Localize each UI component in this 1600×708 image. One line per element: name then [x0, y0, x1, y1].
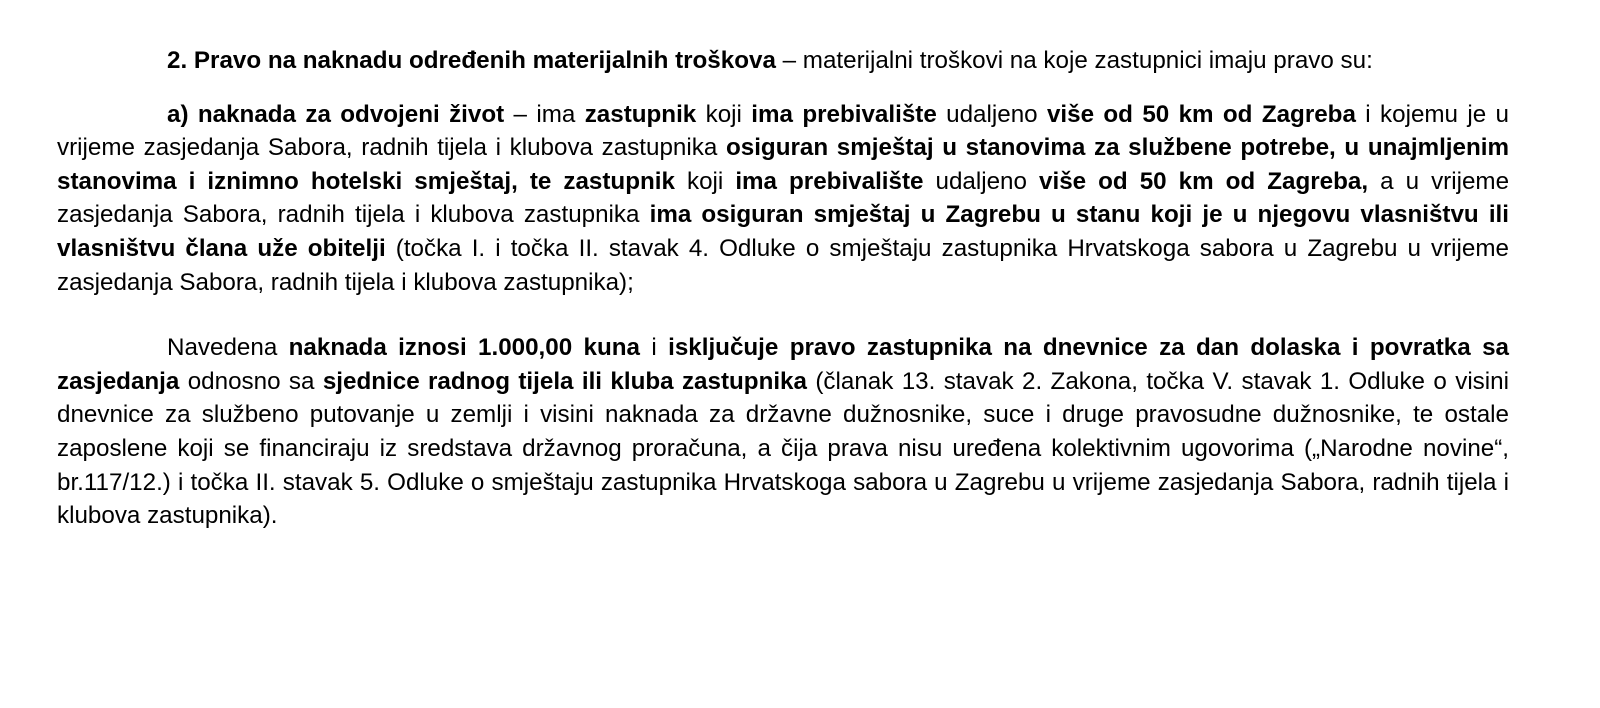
- bold-run: ima osiguran smještaj u Zagrebu u stanu koji je u njegovu vlasništvu ili vlasništvu člana uže obitelji: [57, 201, 1509, 262]
- bold-run: osiguran smještaj u stanovima za službene potrebe, u unajmljenim stanovima i iznimno hotelski smještaj, te zastupnik: [57, 134, 1509, 195]
- text-run: koji: [674, 167, 736, 195]
- bold-run: zastupnik: [584, 100, 697, 128]
- bold-run: sjednice radnog tijela ili kluba zastupnika: [322, 367, 807, 395]
- item-a-title: a) naknada za odvojeni život: [167, 100, 505, 128]
- section-2-paragraph: [57, 44, 1509, 78]
- text-run: udaljeno: [936, 100, 1047, 128]
- document-body: [57, 44, 1509, 533]
- text-run: (članak 13. stavak 2. Zakona, točka V. stavak 1. Odluke o visini dnevnice za službeno putovanje u zemlji i visini naknada za državne dužnosnike, suce i druge pravosudne dužnosnike, te ostale zaposlene koji se financiraju iz sredstava državnog proračuna, a čija prava nisu uređena kolektivnim ugovorima („Narodne novine“, br.117/12.) i točka II. stavak 5. Odluke o smještaju zastupnika Hrvatskoga sabora u Zagrebu u vrijeme zasjedanja Sabora, radnih tijela i klubova zastupnika).: [57, 367, 1509, 530]
- section-2-heading: 2. Pravo na naknadu određenih materijalnih troškova: [167, 47, 776, 74]
- text-run: i kojemu je u vrijeme zasjedanja Sabora, radnih tijela i klubova zastupnika: [57, 100, 1509, 162]
- text-run: (točka I. i točka II. stavak 4. Odluke o smještaju zastupnika Hrvatskoga sabora u Zagrebu u vrijeme zasjedanja Sabora, radnih tijela i klubova zastupnika);: [57, 234, 1509, 296]
- bold-run: više od 50 km od Zagreba: [1046, 100, 1356, 128]
- text-run: a u vrijeme zasjedanja Sabora, radnih tijela i klubova zastupnika: [57, 167, 1510, 229]
- bold-run: više od 50 km od Zagreba,: [1039, 167, 1369, 195]
- bold-run: ima prebivalište: [751, 100, 937, 128]
- text-run: i: [640, 334, 669, 362]
- note-paragraph: [57, 331, 1509, 533]
- text-run: koji: [696, 100, 752, 128]
- section-2-intro: – materijalni troškovi na koje zastupnici imaju pravo su:: [775, 47, 1373, 74]
- bold-run: naknada iznosi 1.000,00 kuna: [288, 334, 640, 362]
- text-run: odnosno sa: [179, 367, 323, 395]
- text-run: – ima: [504, 100, 585, 128]
- bold-run: ima prebivalište: [735, 167, 924, 195]
- text-run: Navedena: [167, 334, 289, 362]
- text-run: udaljeno: [923, 167, 1040, 195]
- bold-run: isključuje pravo zastupnika na dnevnice za dan dolaska i povratka sa zasjedanja: [57, 334, 1509, 395]
- item-a-paragraph: [57, 98, 1509, 300]
